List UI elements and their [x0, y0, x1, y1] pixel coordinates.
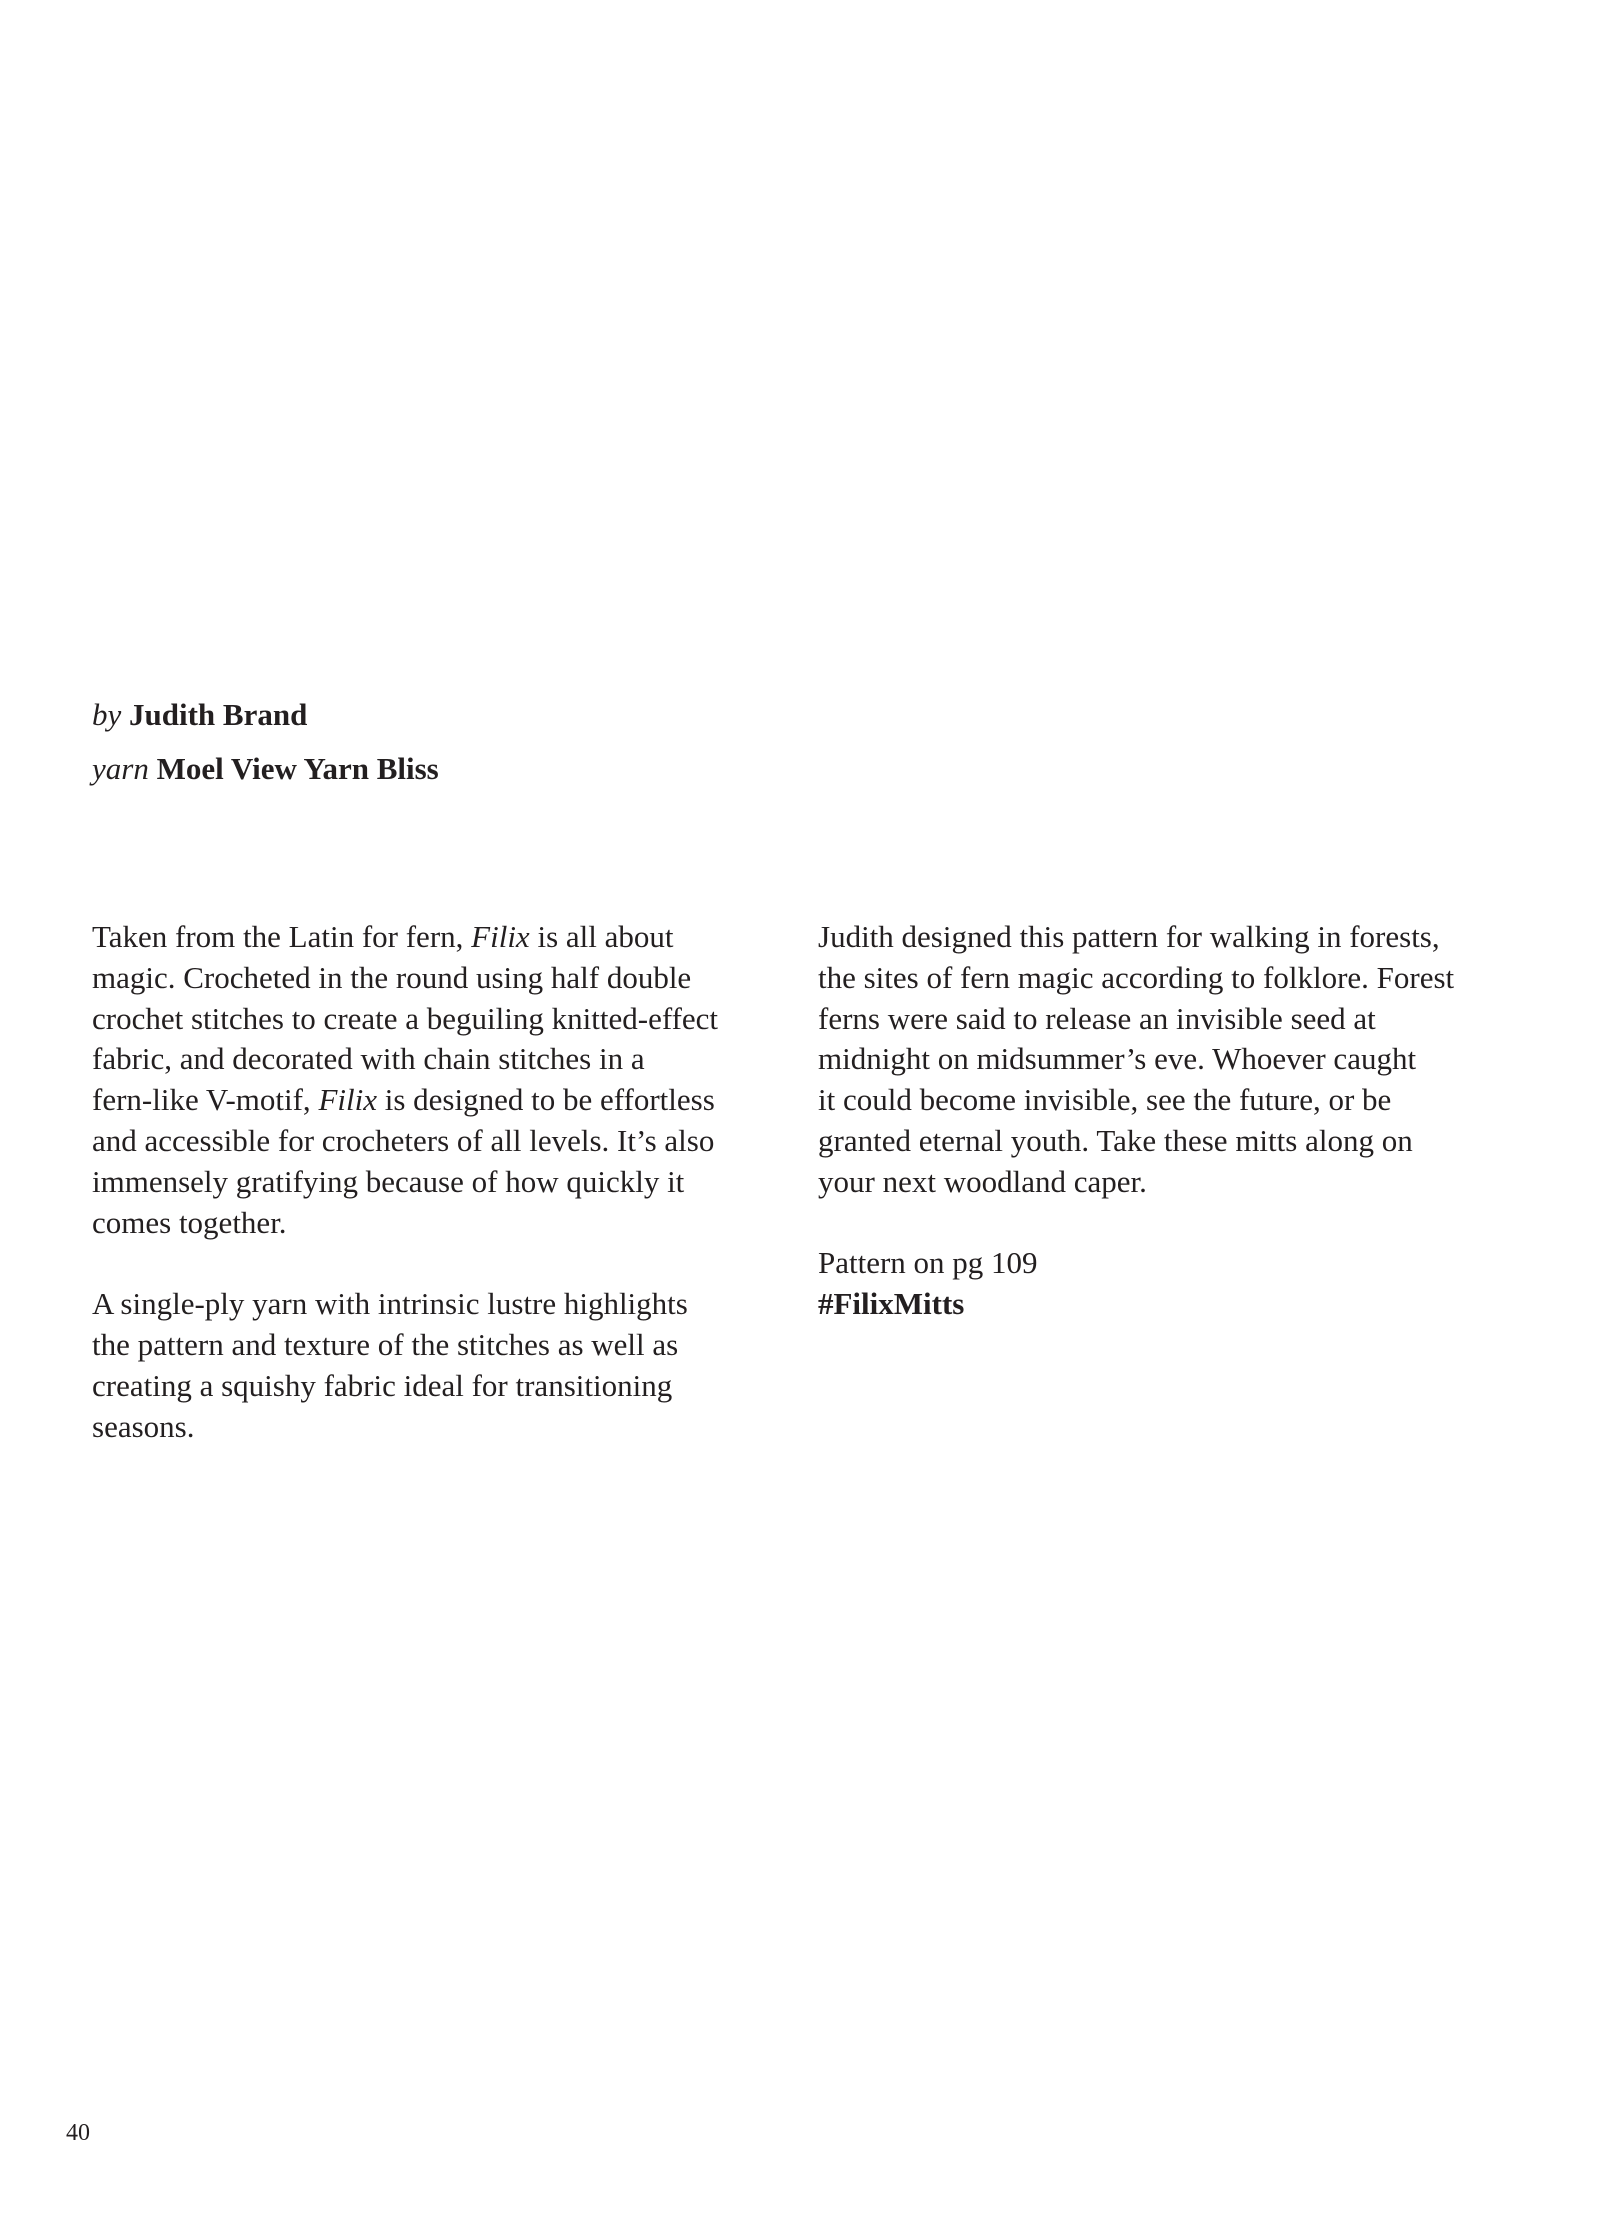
hashtag: #FilixMitts — [818, 1286, 965, 1322]
text-line: the pattern and texture of the stitches as well as — [92, 1326, 679, 1362]
credits — [92, 688, 439, 796]
page-number: 40 — [66, 2120, 90, 2146]
text-line: Judith designed this pattern for walking in forests, — [818, 919, 1440, 954]
text-line: crochet stitches to create a beguiling knitted-effect — [92, 1000, 719, 1036]
intro-paragraph — [92, 917, 792, 1243]
text-line: creating a squishy fabric ideal for transitioning — [92, 1367, 673, 1403]
yarn-name: Moel View Yarn Bliss — [156, 751, 439, 786]
text-line: immensely gratifying because of how quickly it — [92, 1163, 685, 1199]
text-line: ferns were said to release an invisible seed at — [818, 1000, 1376, 1036]
designer-name: Judith Brand — [129, 697, 308, 732]
pattern-reference — [818, 1243, 1518, 1325]
text-line: Taken from the Latin for fern, Filix is all about — [92, 919, 674, 954]
text-line: magic. Crocheted in the round using half double — [92, 959, 692, 995]
text-line: comes together. — [92, 1204, 287, 1240]
yarn-credit — [92, 742, 439, 796]
text-line: midnight on midsummer’s eve. Whoever caught — [818, 1041, 1417, 1077]
text-line: fern-like V-motif, Filix is designed to be effortless — [92, 1082, 715, 1118]
text-line: seasons. — [92, 1408, 195, 1444]
text-line: fabric, and decorated with chain stitches in a — [92, 1041, 645, 1077]
designer-credit — [92, 688, 439, 742]
text-line: and accessible for crocheters of all levels. It’s also — [92, 1122, 715, 1158]
yarn-paragraph — [92, 1284, 792, 1447]
text-line: granted eternal youth. Take these mitts along on — [818, 1122, 1413, 1158]
folklore-paragraph — [818, 917, 1518, 1203]
designer-prefix: by — [92, 697, 122, 732]
text-line: A single-ply yarn with intrinsic lustre highlights — [92, 1286, 688, 1322]
left-column — [92, 917, 792, 1488]
pattern-page-ref: Pattern on pg 109 — [818, 1245, 1038, 1281]
yarn-prefix: yarn — [92, 751, 149, 786]
text-line: the sites of fern magic according to folklore. Forest — [818, 959, 1455, 995]
right-column — [818, 917, 1518, 1366]
text-line: your next woodland caper. — [818, 1163, 1147, 1199]
text-line: it could become invisible, see the future, or be — [818, 1082, 1392, 1118]
